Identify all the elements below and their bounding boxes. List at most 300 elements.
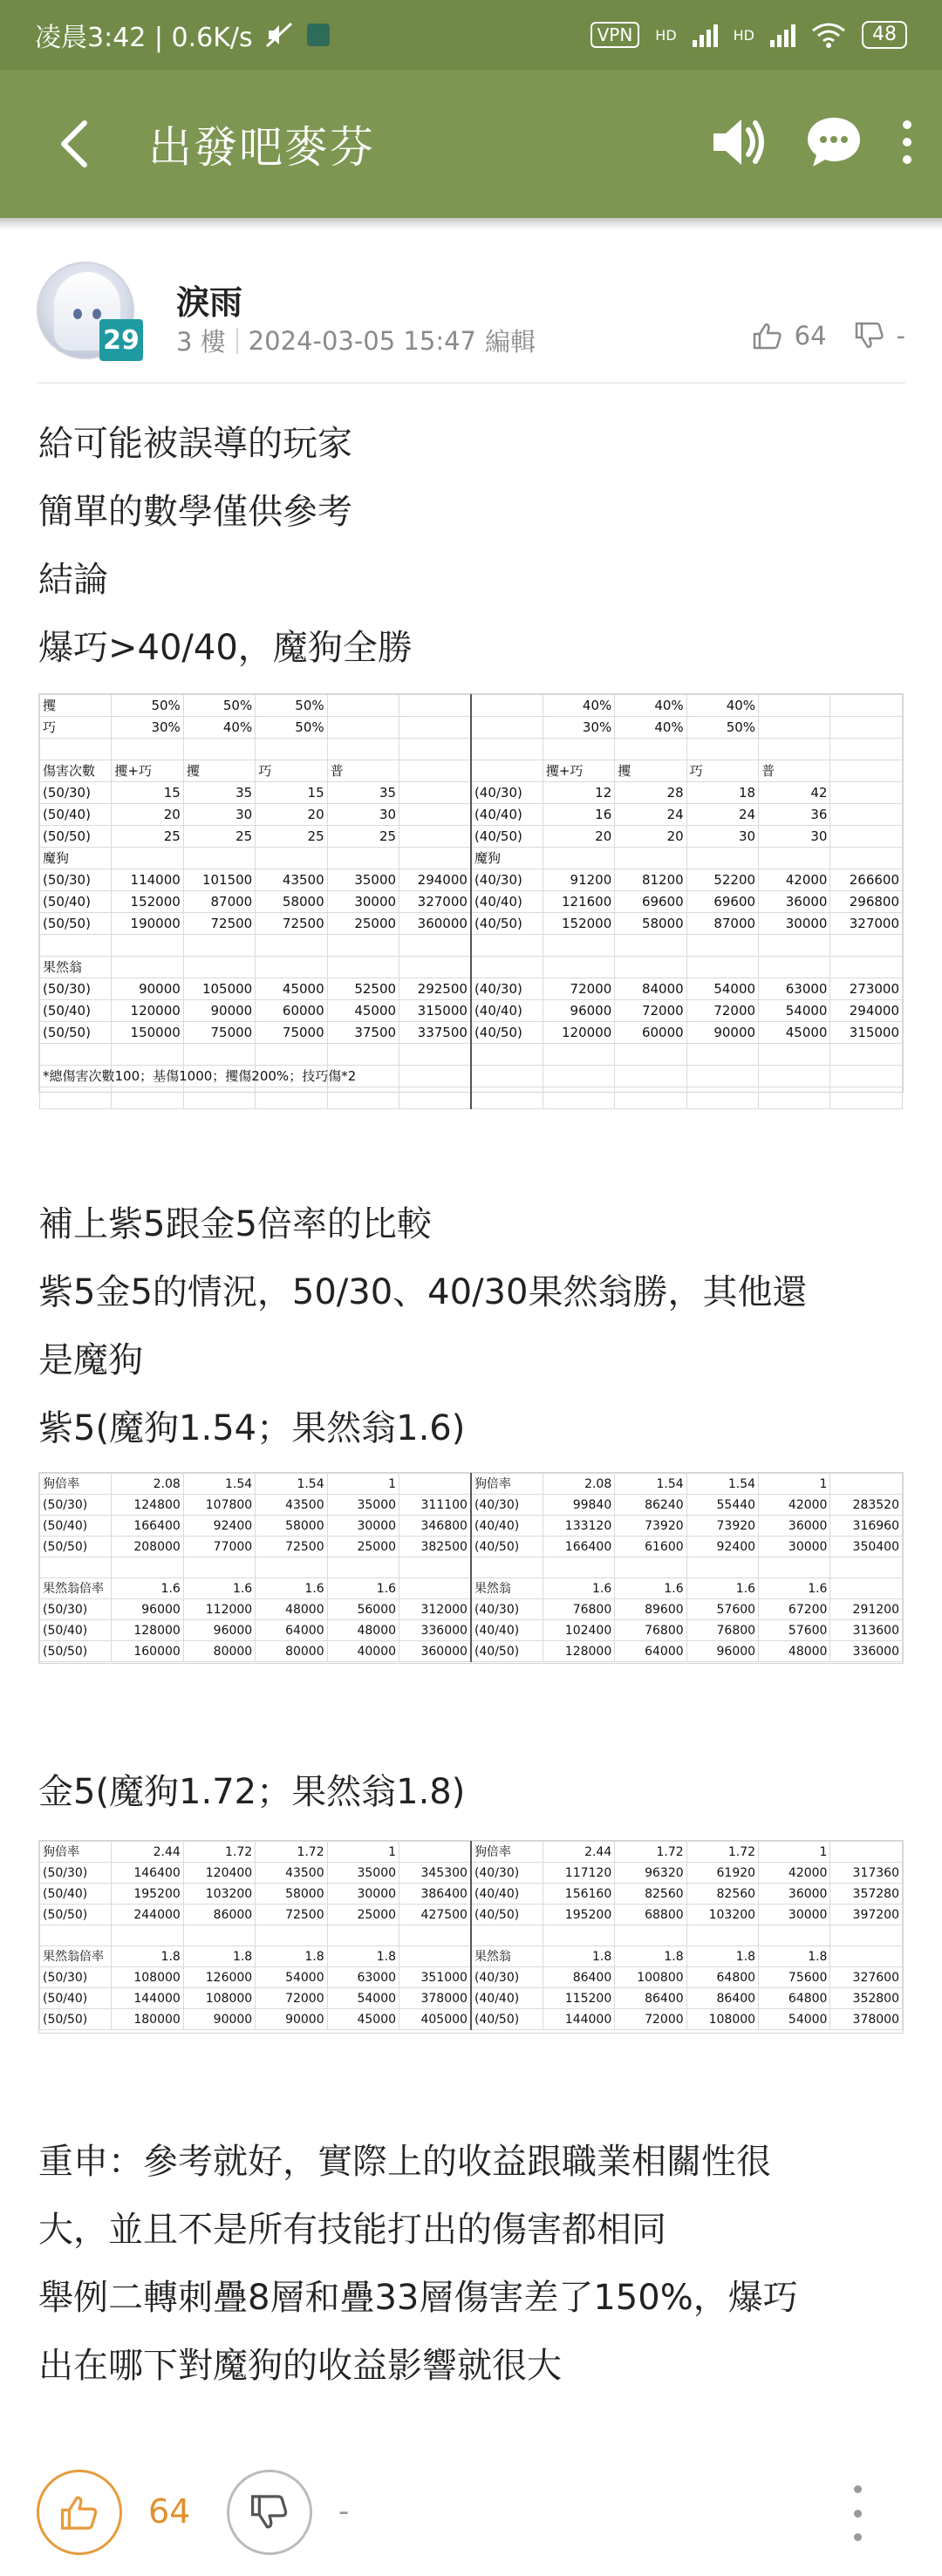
table-cell: 58000 — [615, 913, 686, 935]
table-cell: 72000 — [256, 1988, 327, 2009]
table-row — [40, 1620, 903, 1641]
table-cell — [183, 1087, 255, 1109]
table-cell: 296800 — [830, 891, 903, 913]
table-cell: 86400 — [615, 1988, 686, 2009]
table-cell: 56000 — [327, 1599, 399, 1620]
thumbs-down-icon[interactable] — [855, 322, 884, 350]
table-row — [40, 1516, 903, 1537]
table-row — [40, 782, 903, 804]
table-cell: 巧 — [40, 717, 112, 739]
table-cell — [830, 848, 903, 869]
table-cell: 2.08 — [112, 1474, 183, 1495]
table-cell: 30% — [543, 717, 614, 739]
table-cell — [830, 935, 903, 957]
table-cell — [399, 1044, 471, 1066]
table-cell: 1.6 — [183, 1578, 255, 1599]
table-cell: 427500 — [399, 1905, 471, 1925]
more-menu-button[interactable] — [898, 116, 916, 172]
table-cell — [112, 1925, 183, 1946]
table-cell: 76800 — [686, 1620, 758, 1641]
table-cell: 64000 — [615, 1641, 686, 1662]
table-cell: 273000 — [830, 978, 903, 1000]
table-cell — [686, 957, 758, 978]
table-cell: 64800 — [759, 1988, 830, 2009]
table-cell: 48000 — [327, 1620, 399, 1641]
table-cell — [686, 848, 758, 869]
table-cell: 315000 — [830, 1022, 903, 1044]
table-cell: 120000 — [112, 1000, 183, 1022]
table-cell: 144000 — [543, 2009, 614, 2030]
table-cell: 1.6 — [615, 1578, 686, 1599]
table-cell: 58000 — [256, 1884, 327, 1905]
table-cell — [327, 935, 399, 957]
table-cell: 69600 — [615, 891, 686, 913]
table-cell: 77000 — [183, 1537, 255, 1557]
table-cell: (50/30) — [40, 1863, 112, 1884]
table-cell: 36000 — [759, 891, 830, 913]
table-cell — [112, 848, 183, 869]
table-cell — [615, 1925, 686, 1946]
thumbs-up-icon — [60, 2494, 99, 2531]
table-cell — [543, 1925, 614, 1946]
table-cell — [256, 1087, 327, 1109]
table-cell — [830, 1557, 903, 1578]
table-cell — [830, 1842, 903, 1863]
table-cell: 96000 — [543, 1000, 614, 1022]
table-cell: 397200 — [830, 1905, 903, 1925]
table-row — [40, 957, 903, 978]
table-cell — [830, 826, 903, 848]
table-cell: 1.6 — [759, 1578, 830, 1599]
bottom-action-bar — [0, 2459, 942, 2576]
table-cell: 126000 — [183, 1967, 255, 1988]
text-line: 舉例二轉刺疊8層和疊33層傷害差了150%，爆巧 — [38, 2278, 798, 2318]
table-cell: 316960 — [830, 1516, 903, 1537]
table-cell: 30% — [112, 717, 183, 739]
table-cell: 90000 — [183, 2009, 255, 2030]
table-cell: 30 — [183, 804, 255, 826]
text-line: 給可能被誤導的玩家 — [38, 424, 352, 464]
spreadsheet-table-1 — [39, 694, 903, 1109]
table-cell — [830, 739, 903, 760]
table-cell: 89600 — [615, 1599, 686, 1620]
table-cell: (40/30) — [471, 1495, 543, 1516]
table-cell: (40/50) — [471, 1022, 543, 1044]
table-cell: 1.8 — [615, 1946, 686, 1967]
table-cell: 18 — [686, 782, 758, 804]
table-cell — [399, 717, 471, 739]
table-cell: 25 — [183, 826, 255, 848]
table-cell — [183, 957, 255, 978]
table-cell — [40, 1557, 112, 1578]
table-cell: 96000 — [686, 1641, 758, 1662]
table-cell: 60000 — [615, 1022, 686, 1044]
table-cell: 傷害次數 — [40, 760, 112, 782]
table-cell: 69600 — [686, 891, 758, 913]
hd-label-1: HD — [655, 26, 677, 44]
status-time: 凌晨3:42 | 0.6K/s — [35, 23, 253, 53]
table-cell: 43500 — [256, 869, 327, 891]
table-cell: 60000 — [256, 1000, 327, 1022]
table-cell — [830, 1087, 903, 1109]
table-cell: 208000 — [112, 1537, 183, 1557]
table-cell: 1.8 — [256, 1946, 327, 1967]
table-cell — [471, 935, 543, 957]
table-cell — [543, 739, 614, 760]
table-cell: 58000 — [256, 891, 327, 913]
dislike-button[interactable] — [227, 2470, 312, 2555]
table-cell: 152000 — [543, 913, 614, 935]
app-bar-actions — [708, 114, 916, 174]
table-cell: 124800 — [112, 1495, 183, 1516]
table-cell: 80000 — [183, 1641, 255, 1662]
table-cell — [615, 1066, 686, 1087]
spreadsheet-table-3 — [39, 1841, 903, 2030]
table-cell: 82560 — [686, 1884, 758, 1905]
table-cell: 30000 — [327, 1884, 399, 1905]
table-cell: 72500 — [256, 1905, 327, 1925]
more-vertical-icon — [898, 116, 916, 168]
table-cell: 35000 — [327, 1863, 399, 1884]
text-line: 是魔狗 — [38, 1340, 143, 1380]
table-cell: (50/30) — [40, 1495, 112, 1516]
table-cell: 128000 — [112, 1620, 183, 1641]
table-cell: 108000 — [183, 1988, 255, 2009]
table-cell: 72500 — [183, 913, 255, 935]
table-cell: 54000 — [759, 1000, 830, 1022]
table-cell: 160000 — [112, 1641, 183, 1662]
table-cell — [471, 957, 543, 978]
status-bar — [0, 0, 942, 70]
chat-button[interactable] — [804, 114, 864, 174]
speaker-button[interactable] — [708, 114, 769, 174]
table-cell — [40, 739, 112, 760]
table-cell — [399, 826, 471, 848]
table-cell — [830, 1474, 903, 1495]
table-cell — [399, 1087, 471, 1109]
table-cell — [471, 1557, 543, 1578]
table-row — [40, 695, 903, 717]
table-cell: 20 — [543, 826, 614, 848]
table-cell — [543, 957, 614, 978]
table-cell: 86240 — [615, 1495, 686, 1516]
table-cell: (50/50) — [40, 1905, 112, 1925]
table-cell — [183, 935, 255, 957]
table-cell: 54000 — [759, 2009, 830, 2030]
table-cell: 2.44 — [112, 1842, 183, 1863]
table-cell: 50% — [256, 695, 327, 717]
table-cell — [543, 1044, 614, 1066]
table-cell — [615, 1087, 686, 1109]
table-cell: (50/30) — [40, 1967, 112, 1988]
table-cell — [112, 1087, 183, 1109]
table-cell: 24 — [615, 804, 686, 826]
table-cell: 283520 — [830, 1495, 903, 1516]
table-cell: (50/30) — [40, 782, 112, 804]
table-cell: 36 — [759, 804, 830, 826]
table-cell: 72000 — [686, 1000, 758, 1022]
table-cell — [615, 1044, 686, 1066]
table-cell — [686, 1925, 758, 1946]
table-cell: 291200 — [830, 1599, 903, 1620]
table-cell — [256, 957, 327, 978]
table-cell: 25 — [256, 826, 327, 848]
table-cell: 63000 — [759, 978, 830, 1000]
table-cell: (50/40) — [40, 1620, 112, 1641]
table-cell: 96000 — [112, 1599, 183, 1620]
table-cell: 327000 — [399, 891, 471, 913]
table-cell — [399, 1925, 471, 1946]
table-cell: 378000 — [399, 1988, 471, 2009]
table-cell — [399, 957, 471, 978]
table-cell — [759, 1557, 830, 1578]
table-cell — [759, 957, 830, 978]
table-row — [40, 1495, 903, 1516]
table-cell: 311100 — [399, 1495, 471, 1516]
table-cell: 30000 — [759, 1537, 830, 1557]
spreadsheet-image-1[interactable] — [38, 693, 904, 1093]
table-cell: 75000 — [256, 1022, 327, 1044]
table-cell: 1.8 — [327, 1946, 399, 1967]
wifi-icon — [811, 22, 846, 48]
table-cell — [183, 1044, 255, 1066]
table-cell — [830, 760, 903, 782]
table-cell: 378000 — [830, 2009, 903, 2030]
table-cell: 114000 — [112, 869, 183, 891]
post-header — [37, 262, 905, 384]
table-cell — [615, 935, 686, 957]
table-cell: 96000 — [183, 1620, 255, 1641]
table-cell — [256, 1044, 327, 1066]
spreadsheet-image-3[interactable] — [38, 1840, 904, 2034]
table-cell: 317360 — [830, 1863, 903, 1884]
table-row — [40, 1066, 903, 1087]
table-cell — [830, 1946, 903, 1967]
table-cell — [543, 1557, 614, 1578]
table-cell: 87000 — [183, 891, 255, 913]
table-cell — [183, 848, 255, 869]
table-cell: 108000 — [686, 2009, 758, 2030]
table-cell — [686, 1087, 758, 1109]
table-cell: 350400 — [830, 1537, 903, 1557]
table-cell: 1 — [759, 1474, 830, 1495]
table-cell — [327, 1044, 399, 1066]
thumbs-down-icon — [250, 2494, 289, 2531]
back-button[interactable] — [35, 105, 113, 183]
thumbs-up-icon[interactable] — [753, 322, 782, 350]
table-cell: 52500 — [327, 978, 399, 1000]
table-cell: 35 — [183, 782, 255, 804]
table-cell: 1.6 — [686, 1578, 758, 1599]
header-dislike-count: - — [896, 321, 905, 351]
table-cell: 54000 — [327, 1988, 399, 2009]
table-cell: 312000 — [399, 1599, 471, 1620]
table-cell: 72500 — [256, 1537, 327, 1557]
post-meta — [176, 323, 536, 358]
table-cell — [543, 848, 614, 869]
table-cell: 152000 — [112, 891, 183, 913]
table-row — [40, 935, 903, 957]
like-button[interactable] — [37, 2470, 122, 2555]
table-row — [40, 1641, 903, 1662]
table-cell: 75600 — [759, 1967, 830, 1988]
table-cell — [759, 1925, 830, 1946]
table-cell: 117120 — [543, 1863, 614, 1884]
table-cell: 84000 — [615, 978, 686, 1000]
table-row — [40, 913, 903, 935]
table-cell: 266600 — [830, 869, 903, 891]
table-row — [40, 1967, 903, 1988]
table-cell: 345300 — [399, 1863, 471, 1884]
table-cell: 36000 — [759, 1516, 830, 1537]
table-cell: 144000 — [112, 1988, 183, 2009]
app-bar-shadow — [0, 218, 942, 230]
table-cell — [327, 1557, 399, 1578]
table-cell — [471, 695, 543, 717]
table-cell: (40/50) — [471, 1905, 543, 1925]
table-cell: 37500 — [327, 1022, 399, 1044]
table-cell: 73920 — [686, 1516, 758, 1537]
table-cell: 75000 — [183, 1022, 255, 1044]
table-cell: (40/40) — [471, 891, 543, 913]
table-cell — [830, 1925, 903, 1946]
table-cell — [471, 1044, 543, 1066]
table-row — [40, 1863, 903, 1884]
table-cell — [543, 1066, 614, 1087]
post-paragraph-2 — [38, 1190, 911, 1462]
table-cell: 80000 — [256, 1641, 327, 1662]
table-cell — [759, 935, 830, 957]
table-cell: 25 — [112, 826, 183, 848]
table-cell: (40/40) — [471, 1000, 543, 1022]
table-cell: 315000 — [399, 1000, 471, 1022]
table-cell — [759, 848, 830, 869]
table-cell: (40/40) — [471, 1988, 543, 2009]
table-cell: 巧 — [686, 760, 758, 782]
table-cell: 72500 — [256, 913, 327, 935]
spreadsheet-table-2 — [39, 1473, 903, 1662]
table-cell: 1.8 — [112, 1946, 183, 1967]
table-cell: 30 — [686, 826, 758, 848]
table-cell: 55440 — [686, 1495, 758, 1516]
table-cell: (50/50) — [40, 2009, 112, 2030]
table-cell: 133120 — [543, 1516, 614, 1537]
text-line: 補上紫5跟金5倍率的比較 — [38, 1204, 432, 1244]
battery-icon: 48 — [862, 21, 907, 49]
author-name[interactable]: 淚雨 — [176, 283, 243, 322]
table-cell: 30000 — [327, 1516, 399, 1537]
table-cell — [830, 695, 903, 717]
table-row — [40, 1557, 903, 1578]
table-cell: (50/50) — [40, 913, 112, 935]
table-cell — [615, 739, 686, 760]
table-cell — [686, 935, 758, 957]
table-cell — [327, 848, 399, 869]
table-row — [40, 739, 903, 760]
table-cell: 90000 — [183, 1000, 255, 1022]
table-cell — [256, 1557, 327, 1578]
table-cell: 42000 — [759, 1495, 830, 1516]
bottom-more-button[interactable] — [842, 2485, 873, 2541]
table-cell — [327, 695, 399, 717]
table-row — [40, 869, 903, 891]
table-cell: 82560 — [615, 1884, 686, 1905]
table-row — [40, 760, 903, 782]
table-cell: 92400 — [686, 1537, 758, 1557]
table-cell: (50/40) — [40, 804, 112, 826]
table-cell: 35000 — [327, 1495, 399, 1516]
table-cell: (50/40) — [40, 1884, 112, 1905]
table-cell — [543, 1087, 614, 1109]
table-cell: 54000 — [256, 1967, 327, 1988]
table-cell: 42 — [759, 782, 830, 804]
table-cell: 128000 — [543, 1641, 614, 1662]
table-cell: 327000 — [830, 913, 903, 935]
table-cell: 30 — [327, 804, 399, 826]
table-cell — [686, 739, 758, 760]
table-cell: (50/50) — [40, 1641, 112, 1662]
table-cell: 81200 — [615, 869, 686, 891]
table-cell: 352800 — [830, 1988, 903, 2009]
table-row — [40, 978, 903, 1000]
table-cell: 357280 — [830, 1884, 903, 1905]
table-row — [40, 1537, 903, 1557]
table-cell: (40/30) — [471, 1863, 543, 1884]
table-cell: (40/50) — [471, 913, 543, 935]
table-cell: 1.54 — [183, 1474, 255, 1495]
table-cell: 攫+巧 — [112, 760, 183, 782]
table-cell: 90000 — [112, 978, 183, 1000]
status-left — [35, 16, 330, 54]
table-cell: 果然翁倍率 — [40, 1946, 112, 1967]
table-cell — [399, 1474, 471, 1495]
table-cell: 99840 — [543, 1495, 614, 1516]
table-cell: 15 — [256, 782, 327, 804]
table-cell: 1.8 — [759, 1946, 830, 1967]
table-cell: 86000 — [183, 1905, 255, 1925]
table-cell: 果然翁倍率 — [40, 1578, 112, 1599]
table-cell — [40, 1925, 112, 1946]
table-cell — [399, 1557, 471, 1578]
table-cell: 40% — [615, 695, 686, 717]
header-like-count: 64 — [794, 321, 827, 351]
table-cell: 40% — [686, 695, 758, 717]
table-cell: 攫 — [183, 760, 255, 782]
table-cell: 45000 — [327, 1000, 399, 1022]
status-right — [590, 21, 907, 49]
table-cell: 巧 — [256, 760, 327, 782]
table-cell — [686, 1066, 758, 1087]
table-cell — [399, 1066, 471, 1087]
table-cell: 382500 — [399, 1537, 471, 1557]
table-cell: 156160 — [543, 1884, 614, 1905]
post-paragraph-3 — [38, 1758, 911, 1826]
table-cell — [112, 1557, 183, 1578]
table-cell — [256, 935, 327, 957]
table-cell: 25000 — [327, 1905, 399, 1925]
table-cell: (50/50) — [40, 1537, 112, 1557]
table-cell: 92400 — [183, 1516, 255, 1537]
table-cell: 45000 — [256, 978, 327, 1000]
spreadsheet-image-2[interactable] — [38, 1472, 904, 1664]
table-cell: 1.72 — [183, 1842, 255, 1863]
post-paragraph-4 — [38, 2128, 911, 2400]
table-cell: 魔狗 — [471, 848, 543, 869]
table-cell — [759, 695, 830, 717]
table-cell: 攫+巧 — [543, 760, 614, 782]
table-cell — [759, 1087, 830, 1109]
table-cell: 105000 — [183, 978, 255, 1000]
